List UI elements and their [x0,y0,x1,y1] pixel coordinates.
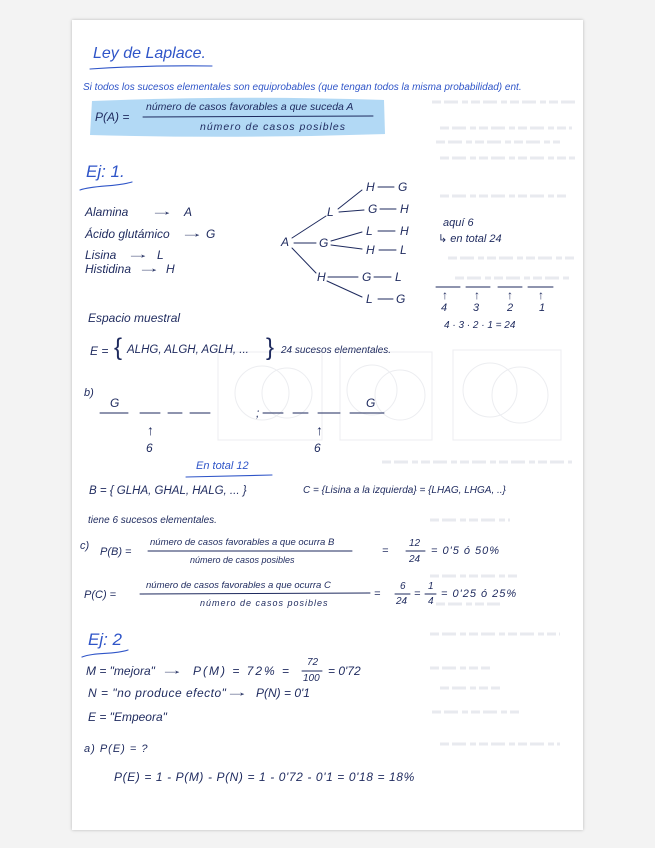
tree-root: A [281,235,290,249]
fixed-letter: G [110,396,120,410]
slot-count: 6 [146,441,153,455]
pb-result: = 0'5 ó 50% [431,545,501,557]
separator: ; [256,406,260,420]
pm-fraction-numerator: 72 [307,657,319,668]
sample-space-lhs: E = [90,344,109,358]
slot-count: 6 [314,441,321,455]
ej2-underline [82,650,128,657]
close-brace: } [266,334,275,361]
ej1-underline [80,182,132,190]
pb-fraction-numerator: 12 [409,538,421,549]
tree-node: G [368,202,378,216]
set-c-note: tiene 6 sucesos elementales. [88,515,217,526]
tree-leaf: G [396,292,406,306]
fixed-letter: G [366,396,376,410]
pb-numerator: número de casos favorables a que ocurra B [150,537,335,548]
arrow-right: → [225,685,249,699]
up-arrow-icon: ↑ [538,288,544,302]
tree-edge [292,216,326,238]
tree-node: H [317,270,326,284]
tree-edge [331,245,362,249]
tree-node: L [366,224,373,238]
arrow-right: → [160,663,184,677]
tree-edge [331,232,362,241]
tree-edge [292,248,316,273]
amino-letter: A [184,205,193,219]
pc-lhs: P(C) = [84,589,117,601]
tree-edge [338,190,362,209]
tree-node: H [366,180,375,194]
tree-node: G [319,236,329,250]
pc-denominator: número de casos posibles [200,598,329,608]
formula-lhs: P(A) = [95,110,130,124]
pc-result: = 0'25 ó 25% [441,588,518,600]
tree-note-here: aquí 6 [443,217,474,229]
ghost-venn-circle [463,363,517,417]
sample-space-note: 24 sucesos elementales. [281,345,392,356]
open-brace: { [114,334,123,361]
event-n-prob: P(N) = 0'1 [256,686,310,700]
ghost-venn-circle [492,367,548,423]
tree-note-total: ↳ en total 24 [438,233,502,245]
event-m-prob: P(M) = 72% = [193,664,292,678]
choice-count: 2 [507,302,514,314]
choices-product: 4 · 3 · 2 · 1 = 24 [444,320,516,331]
total-underline [186,475,272,477]
amino-name: Histidina [85,262,132,276]
ej2-heading: Ej: 2 [88,630,123,649]
choice-count: 1 [539,302,546,314]
tree-leaf: H [400,202,409,216]
pb-denominator: número de casos posibles [190,555,295,565]
event-n-def: N = "no produce efecto" [88,686,227,700]
pb-lhs: P(B) = [100,546,132,558]
ghost-venn-box [340,352,432,440]
tree-edge [327,281,362,297]
ej1-heading: Ej: 1. [86,162,125,181]
equals-sign: = [382,545,389,557]
tree-leaf: L [400,243,407,257]
formula-numerator: número de casos favorables a que suceda A [146,101,354,113]
tree-leaf: H [400,224,409,238]
formula-denominator: número de casos posibles [200,121,346,133]
part-c-label: c) [80,540,90,552]
choice-count: 3 [473,302,480,314]
tree-node: G [362,270,372,284]
pc-simplified-numerator: 1 [428,581,434,592]
arrow-right: → [126,247,150,261]
part-b-label: b) [84,387,94,399]
arrow-right: → [180,226,204,240]
pc-fraction-bar [140,593,370,594]
bleed-through-text [382,102,575,744]
set-b: B = { GLHA, GHAL, HALG, ... } [89,485,247,497]
choice-count: 4 [441,302,448,314]
part-a-solution: P(E) = 1 - P(M) - P(N) = 1 - 0'72 - 0'1 = 0'18 = 18% [114,770,415,784]
amino-name: Ácido glutámico [85,227,170,241]
amino-letter: H [166,262,175,276]
amino-name: Lisina [85,248,117,262]
up-arrow-icon: ↑ [474,288,480,302]
up-arrow-icon: ↑ [507,288,513,302]
amino-letter: G [206,227,216,241]
ghost-venn-box [218,352,322,440]
page-title: Ley de Laplace. [93,45,206,62]
pc-fraction-numerator: 6 [400,581,406,592]
up-arrow-icon: ↑ [316,422,323,438]
set-c: C = {Lisina a la izquierda} = {LHAG, LHGA, ..} [303,485,506,496]
equals-sign: = [414,588,421,600]
pc-fraction-denominator: 24 [396,596,408,607]
tree-node: H [366,243,375,257]
pb-fraction-denominator: 24 [409,554,421,565]
part-a-question: a) P(E) = ? [84,743,149,755]
pc-numerator: número de casos favorables a que ocurra C [146,580,331,591]
intro-text: Si todos los sucesos elementales son equiprobables (que tengan todos la misma probabilidad) ent. [83,82,522,93]
title-underline [90,66,212,69]
tree-node: L [366,292,373,306]
arrow-right: → [137,261,161,275]
sample-space-elements: ALHG, ALGH, AGLH, ... [127,344,249,356]
pm-fraction-denominator: 100 [303,673,320,684]
amino-name: Alamina [85,205,129,219]
ghost-venn-box [453,350,561,440]
event-e-def: E = "Empeora" [88,710,167,724]
tree-leaf: L [395,270,402,284]
equals-sign: = [374,588,381,600]
tree-edge [339,210,364,212]
amino-letter: L [157,248,164,262]
up-arrow-icon: ↑ [442,288,448,302]
tree-node: L [327,205,334,219]
up-arrow-icon: ↑ [147,422,154,438]
total-label: En total 12 [196,460,249,472]
bleed-through [218,350,561,440]
tree-leaf: G [398,180,408,194]
pc-simplified-denominator: 4 [428,596,434,607]
arrow-right: → [150,204,174,218]
sample-space-heading: Espacio muestral [88,311,181,325]
ghost-venn-circle [262,368,312,418]
event-m-result: = 0'72 [328,664,361,678]
event-m-def: M = "mejora" [86,664,155,678]
